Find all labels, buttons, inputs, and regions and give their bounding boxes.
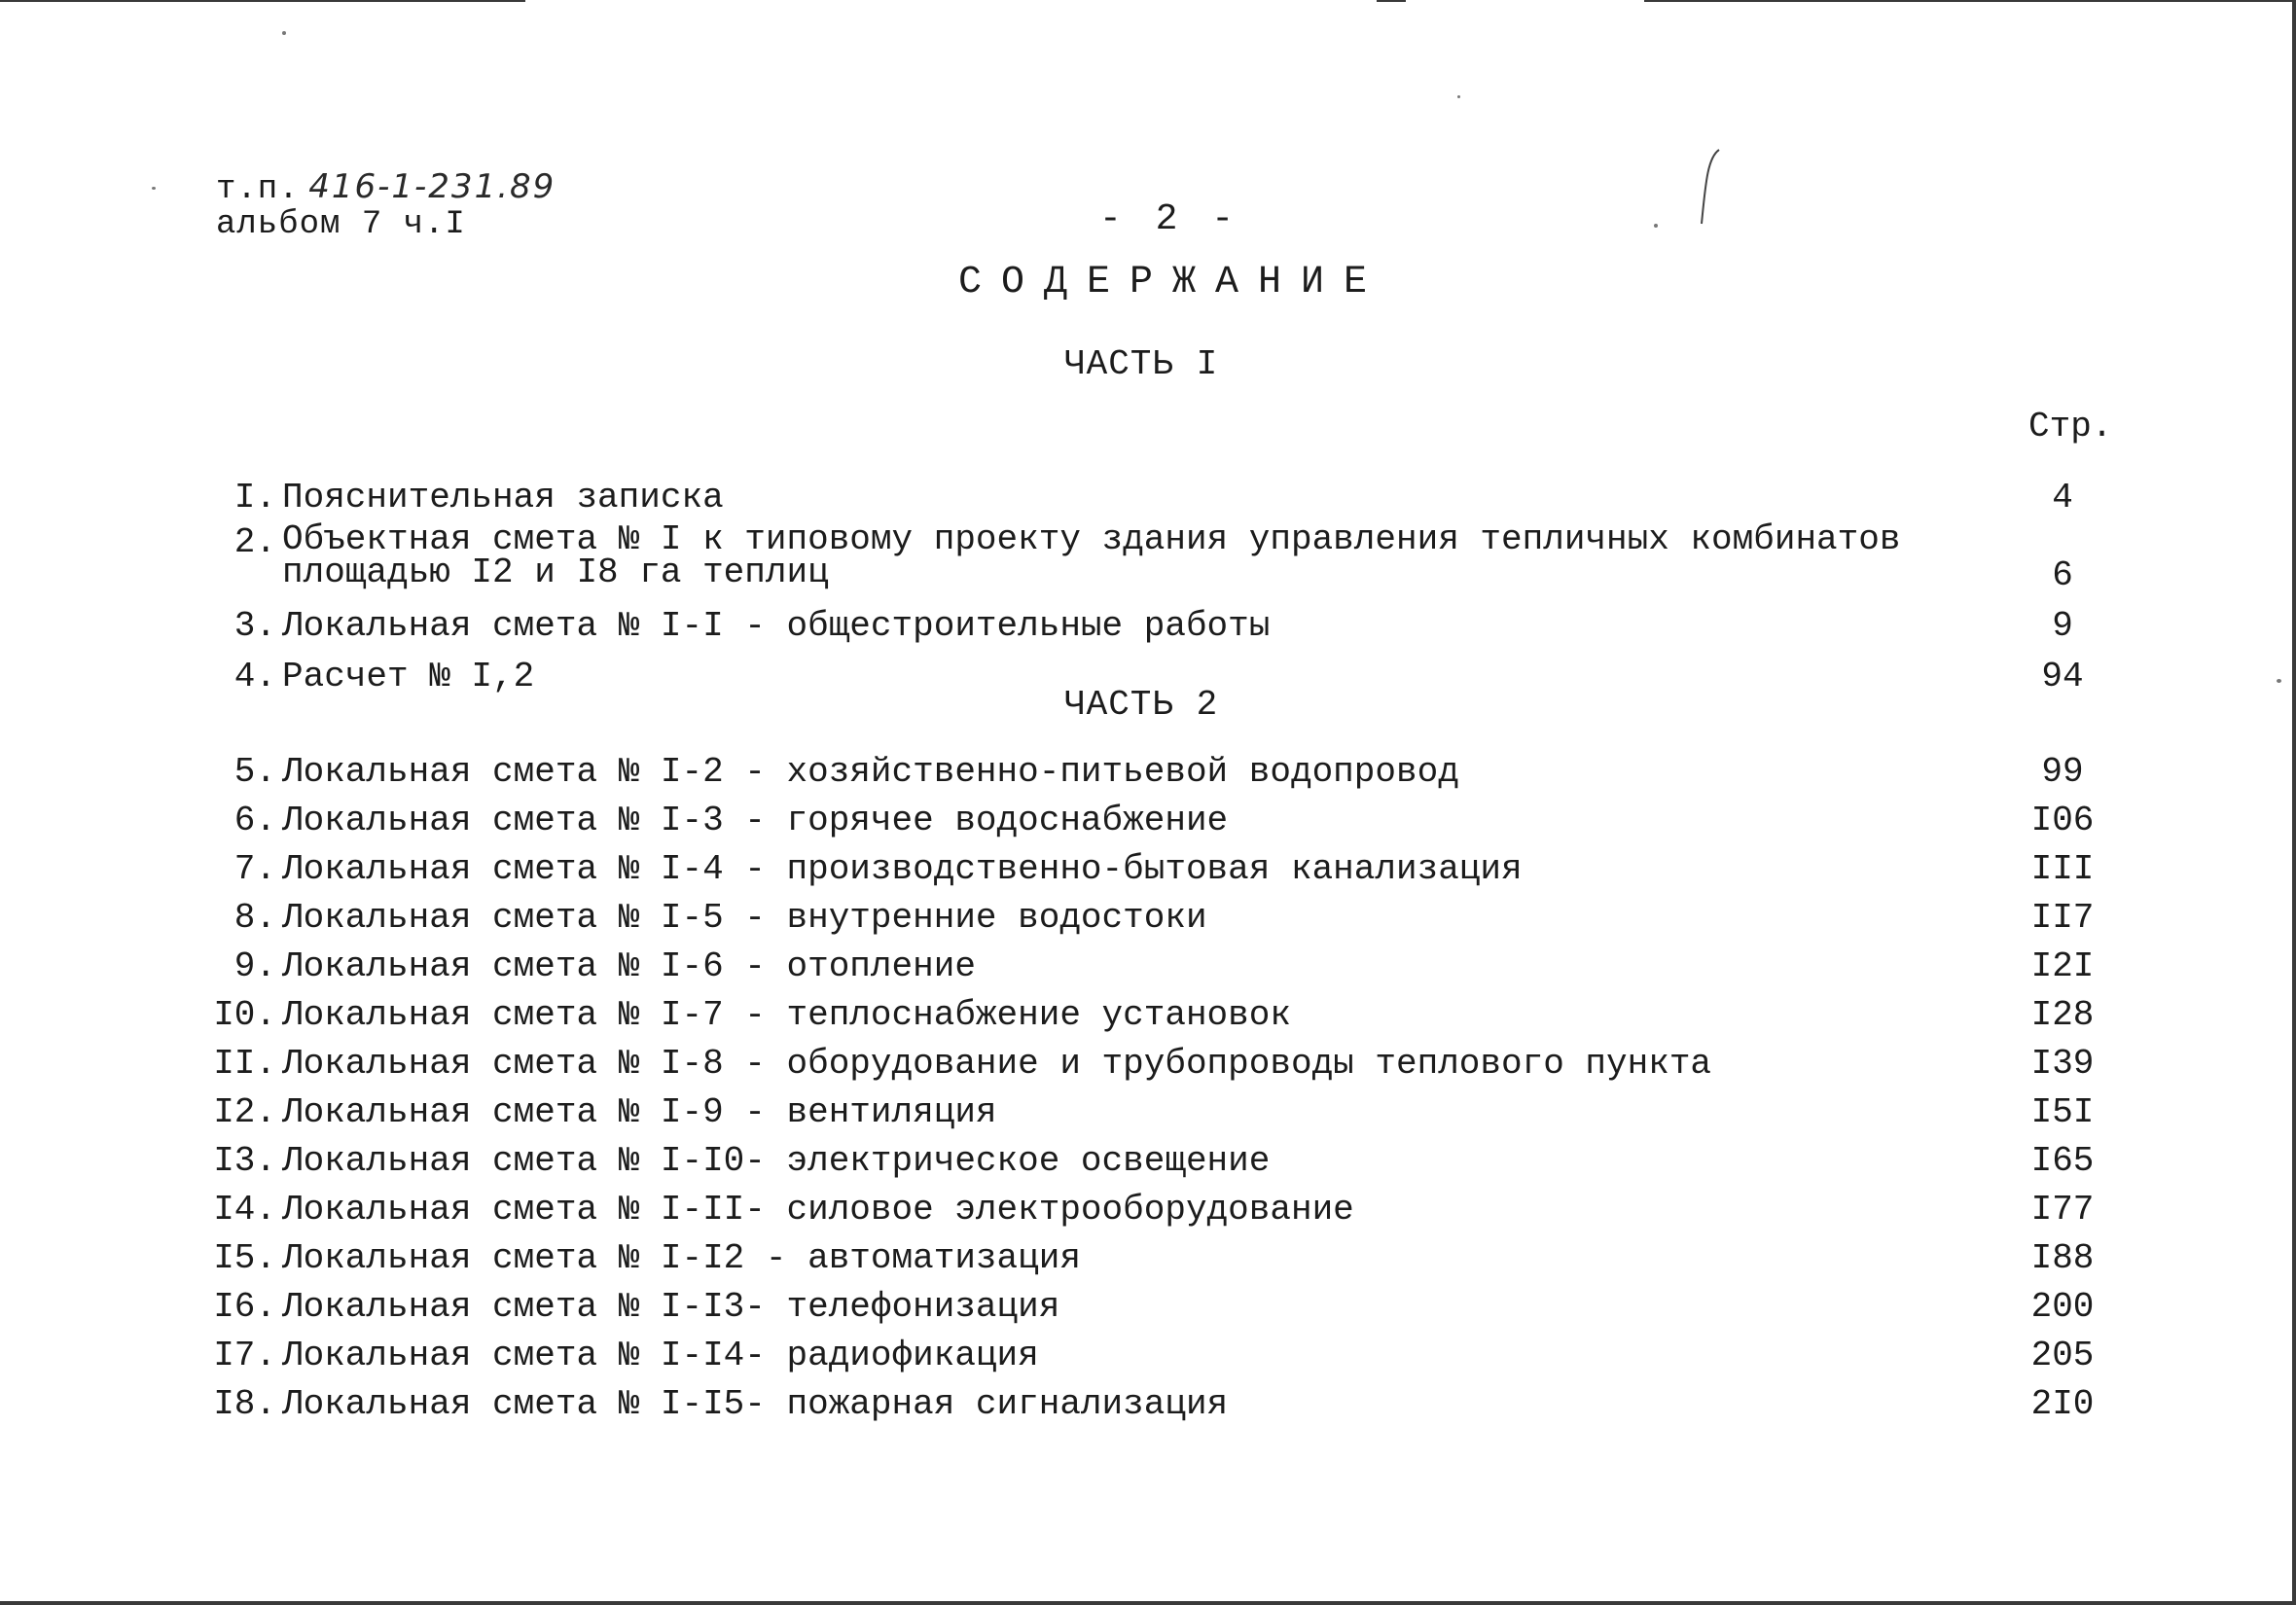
entry-number: I2. — [213, 1092, 276, 1132]
entry-number: I5. — [213, 1238, 276, 1278]
album-label: альбом 7 ч.I — [216, 206, 466, 243]
entry-title: Локальная смета № I-7 - теплоснабжение установок — [282, 995, 1291, 1035]
entry-number: 4. — [233, 657, 276, 696]
entry-page: 2I0 — [2030, 1384, 2095, 1424]
entry-page: I5I — [2030, 1092, 2095, 1132]
entry-number: I6. — [213, 1287, 276, 1327]
scan-edge-top-right — [1644, 0, 2296, 2]
part-2-title: ЧАСТЬ 2 — [1064, 685, 1219, 725]
entry-number: 3. — [233, 606, 276, 646]
entry-title: Локальная смета № I-I0- электрическое освещение — [282, 1141, 1271, 1181]
entry-number: 5. — [233, 752, 276, 792]
entry-page: 94 — [2041, 657, 2084, 696]
entry-title: Локальная смета № I-9 - вентиляция — [282, 1092, 997, 1132]
entry-number: 7. — [233, 849, 276, 889]
entry-page: 200 — [2030, 1287, 2095, 1327]
entry-title: Локальная смета № I-2 - хозяйственно-питьевой водопровод — [282, 752, 1459, 792]
toc-entry — [195, 519, 2121, 601]
entry-page: 6 — [2052, 555, 2073, 595]
entry-title: Локальная смета № I-6 - отопление — [282, 946, 976, 986]
entry-page: 205 — [2030, 1336, 2095, 1375]
entry-number: 9. — [233, 946, 276, 986]
page-column-header: Стр. — [2028, 407, 2113, 446]
entry-title: Локальная смета № I-4 - производственно-бытовая канализация — [282, 849, 1523, 889]
entry-number: 6. — [233, 801, 276, 840]
entry-title: Локальная смета № I-I3- телефонизация — [282, 1287, 1060, 1327]
entry-title: Локальная смета № I-I2 - автоматизация — [282, 1238, 1081, 1278]
entry-page: II7 — [2030, 898, 2095, 938]
entry-title: Локальная смета № I-5 - внутренние водостоки — [282, 898, 1207, 938]
scan-speck — [1457, 95, 1460, 98]
scan-edge-top-mid — [1377, 0, 1406, 2]
tp-label: т.п. — [216, 171, 300, 208]
pen-stroke-mark — [1688, 146, 1727, 233]
entry-number: I4. — [213, 1190, 276, 1230]
entry-page: 9 — [2052, 606, 2073, 646]
entry-title: Пояснительная записка — [282, 478, 724, 517]
entry-number: I0. — [213, 995, 276, 1035]
entry-page: I77 — [2030, 1190, 2095, 1230]
scan-speck — [152, 187, 156, 190]
entry-number: I3. — [213, 1141, 276, 1181]
entry-page: I88 — [2030, 1238, 2095, 1278]
entry-page: I39 — [2030, 1044, 2095, 1084]
page-number: - 2 - — [1099, 198, 1240, 240]
entry-title: Локальная смета № I-I5- пожарная сигнализация — [282, 1384, 1229, 1424]
entry-number: I7. — [213, 1336, 276, 1375]
entry-page: III — [2030, 849, 2095, 889]
entry-title: Локальная смета № I-II- силовое электрооборудование — [282, 1190, 1354, 1230]
toc-title: СОДЕРЖАНИЕ — [958, 261, 1387, 304]
part-1-title: ЧАСТЬ I — [1064, 344, 1219, 384]
tp-number-handwritten: 416-1-231.89 — [308, 167, 556, 206]
entry-title: Расчет № I,2 — [282, 657, 535, 696]
scan-speck — [282, 31, 286, 35]
entry-page: 99 — [2041, 752, 2084, 792]
scan-speck — [1654, 224, 1658, 228]
entry-page: I28 — [2030, 995, 2095, 1035]
entry-title: Локальная смета № I-I - общестроительные работы — [282, 606, 1271, 646]
entry-title: Локальная смета № I-I4- радиофикация — [282, 1336, 1039, 1375]
entry-number: II. — [213, 1044, 276, 1084]
scan-edge-right — [2292, 0, 2296, 1605]
header-tp — [216, 167, 556, 208]
entry-number: 8. — [233, 898, 276, 938]
entry-page: I2I — [2030, 946, 2095, 986]
scan-speck — [2277, 679, 2281, 683]
scan-edge-bottom — [0, 1601, 2296, 1605]
entry-number: I. — [233, 478, 276, 517]
entry-page: I65 — [2030, 1141, 2095, 1181]
entry-number: 2. — [233, 522, 276, 562]
entry-page: 4 — [2052, 478, 2073, 517]
entry-page: I06 — [2030, 801, 2095, 840]
scan-edge-top-left — [0, 0, 525, 2]
entry-title: Локальная смета № I-8 - оборудование и трубопроводы теплового пункта — [282, 1044, 1712, 1084]
entry-title: Объектная смета № I к типовому проекту здания управления тепличных комбинатов площадью I2 и I8 га теплиц — [282, 519, 1901, 592]
entry-title: Локальная смета № I-3 - горячее водоснабжение — [282, 801, 1229, 840]
entry-number: I8. — [213, 1384, 276, 1424]
